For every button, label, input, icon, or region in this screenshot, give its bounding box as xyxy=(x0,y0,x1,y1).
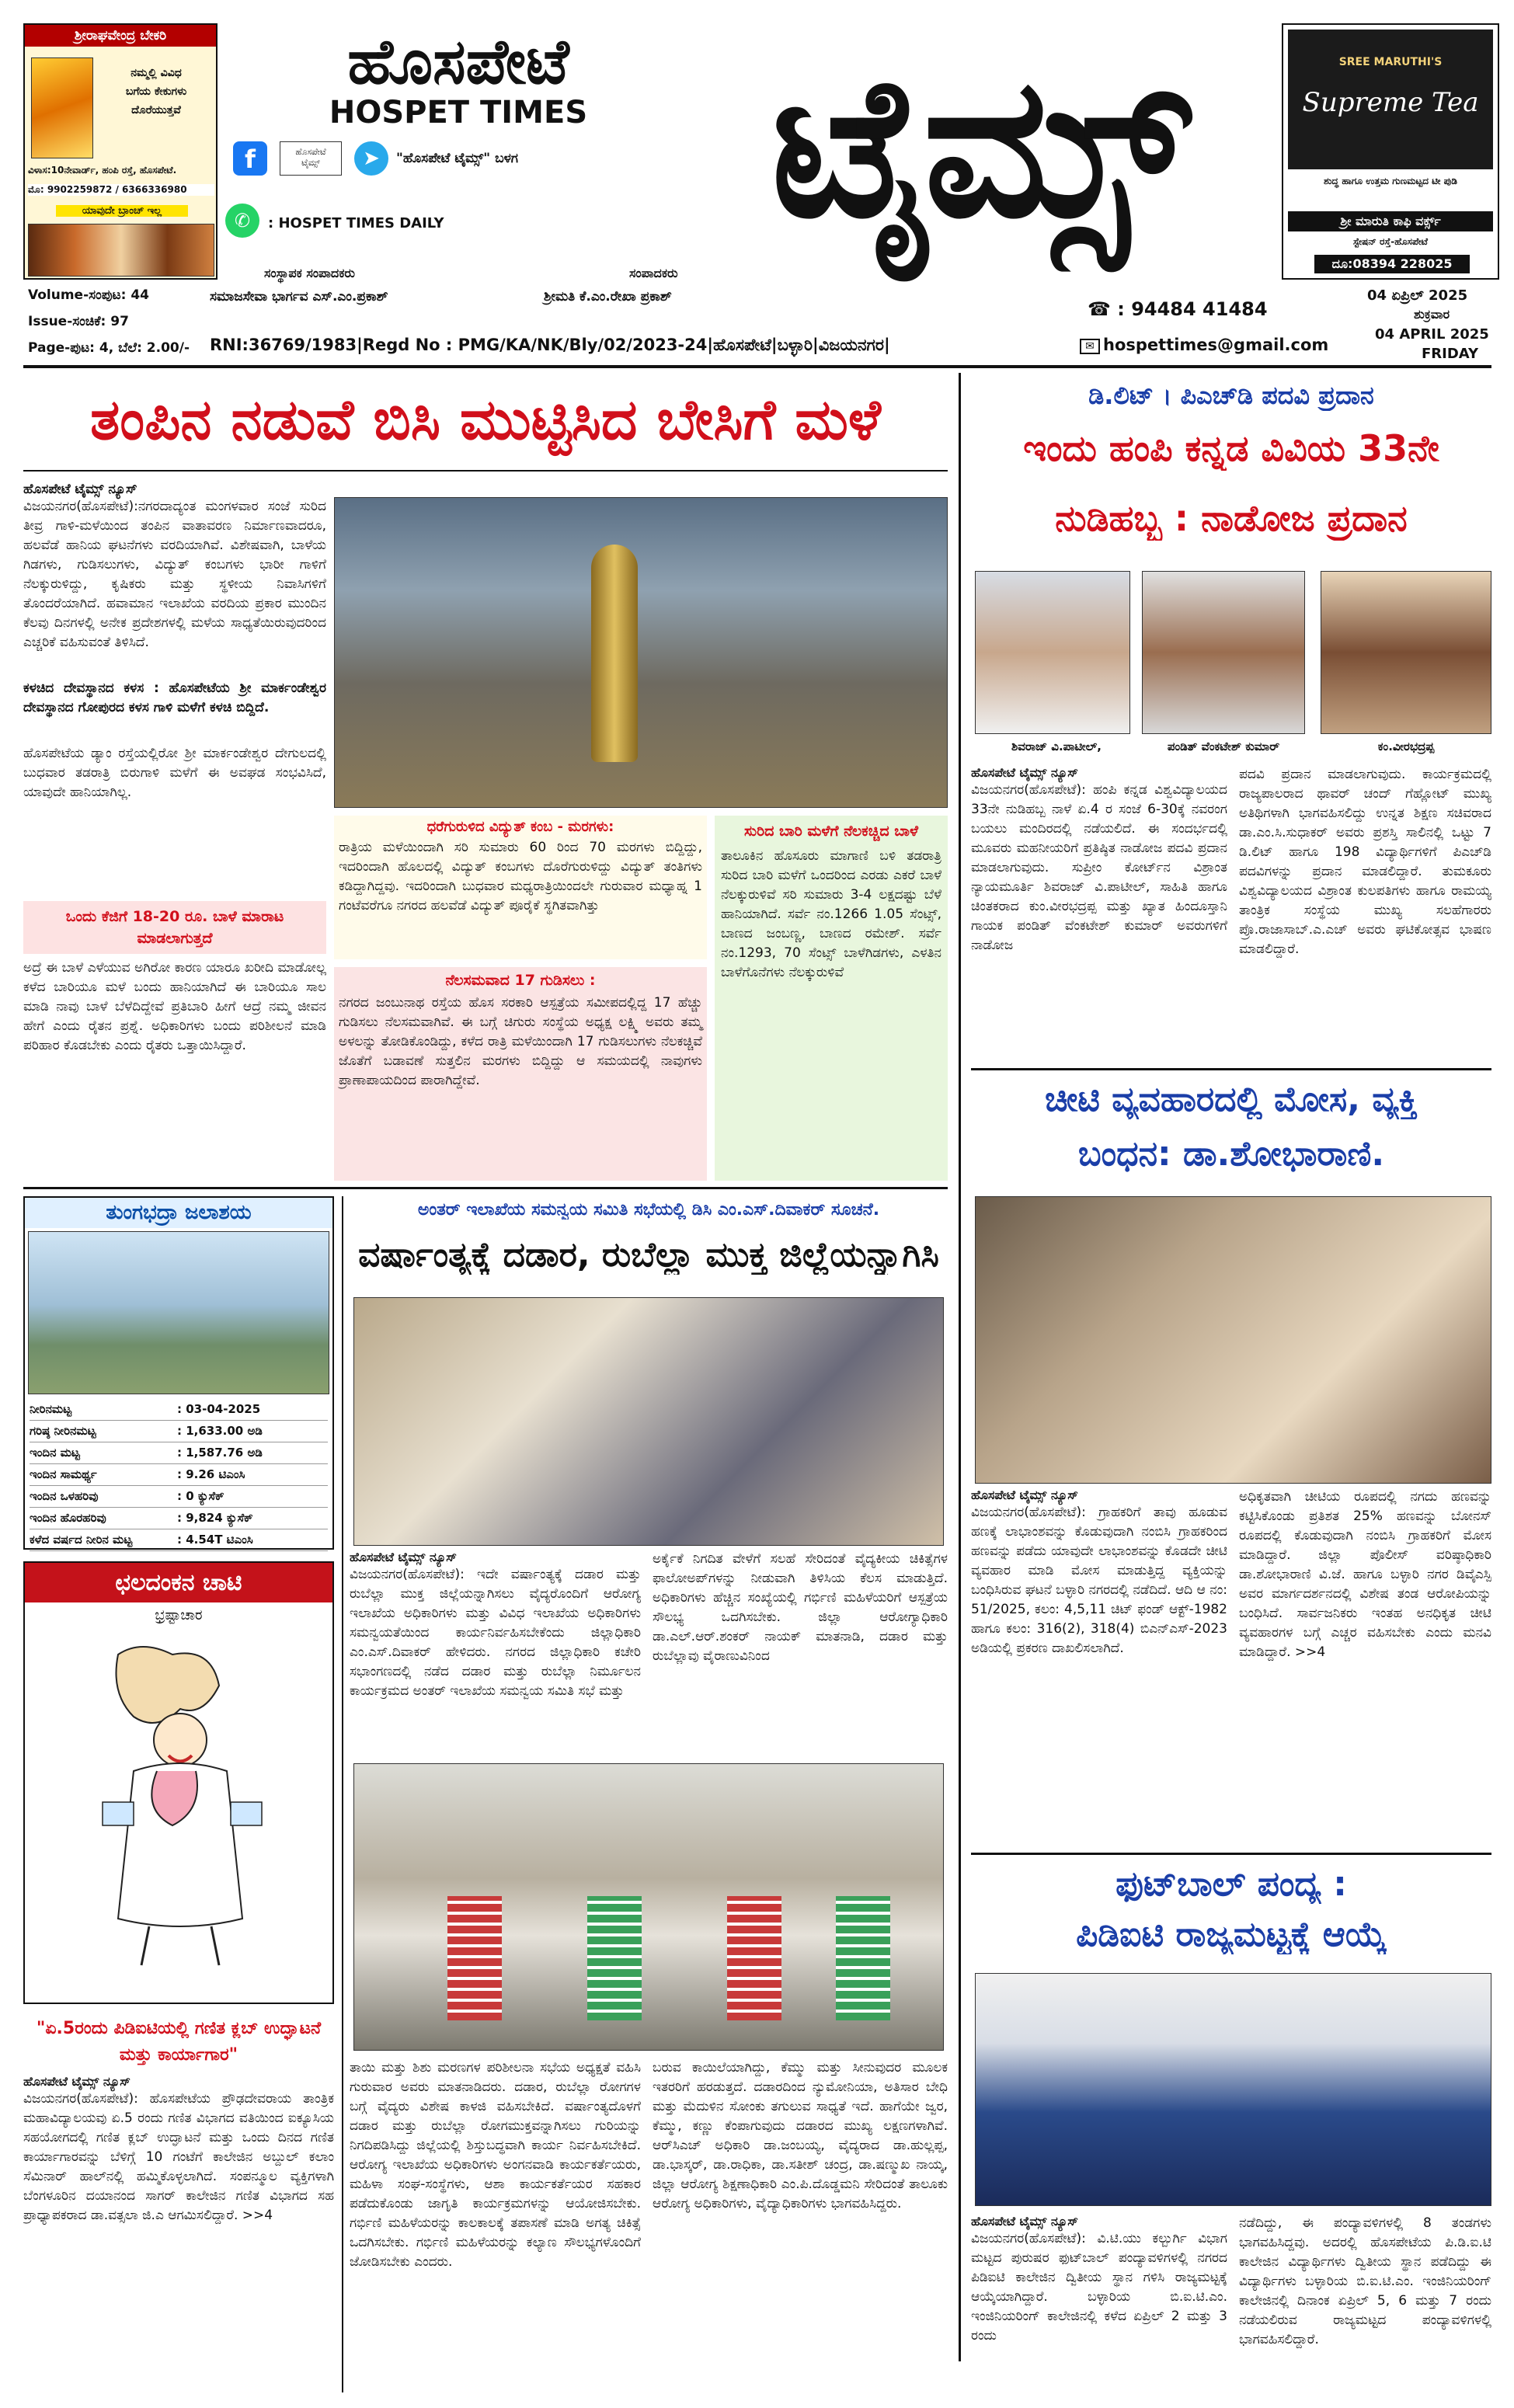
bakery-ad-title: ಶ್ರೀರಾಘವೇಂದ್ರ ಬೇಕರಿ xyxy=(25,25,216,47)
dam-level-value: : 1,587.76 ಅಡಿ xyxy=(177,1446,263,1460)
main-body: ವಿಜಯನಗರ(ಹೊಸಪೇಟೆ):ನಗರದಾದ್ಯಂತ ಮಂಗಳವಾರ ಸಂಜೆ ಸುರಿದ ತೀವ್ರ ಗಾಳಿ-ಮಳೆಯಿಂದ ತಂಪಿನ ವಾತಾವರಣ ನಿರ್ಮಾಣವಾದರೂ, ಹಲವೆಡೆ ಹಾನಿಯ ಘಟನೆಗಳು ವರದಿಯಾಗಿವೆ. ವಿಶೇಷವಾಗಿ, ಬಾಳೆಯ ಗಿಡಗಳು, ಗುಡಿಸಲುಗಳು, ವಿದ್ಯುತ್ ಕಂಬಗಳು ಭಾರೀ ಗಾಳಿಗೆ ನೆಲಕ್ಕುರುಳಿದ್ದು, ಕೃಷಿಕರು ಮತ್ತು ಸ್ಥಳೀಯ ನಿವಾಸಿಗಳಿಗೆ ತೊಂದರೆಯಾಗಿದೆ. ಹವಾಮಾನ ಇಲಾಖೆಯ ವರದಿಯ ಪ್ರಕಾರ ಮುಂದಿನ ಕೆಲವು ದಿನಗಳಲ್ಲಿ ಅನೇಕ ಪ್ರದೇಶಗಳಲ್ಲಿ ಮಳೆಯ ಸಾಧ್ಯತೆಯಿರುವುದರಿಂದ ಎಚ್ಚರಿಕೆ ವಹಿಸುವಂತೆ ತಿಳಿಸಿದೆ. xyxy=(23,499,326,650)
math-headline xyxy=(23,2016,334,2069)
chit-headline-1: ಚೀಟಿ ವ್ಯವಹಾರದಲ್ಲಿ ಮೋಸ, ವ್ಯಕ್ತಿ xyxy=(1045,1080,1418,1119)
caption-veerabhadrappa: ಕಂ.ವೀರಭದ್ರಪ್ಪ xyxy=(1377,739,1435,753)
main-headline: ತಂಪಿನ ನಡುವೆ ಬಿಸಿ ಮುಟ್ಟಿಸಿದ ಬೇಸಿಗೆ ಮಳೆ xyxy=(90,387,881,452)
dam-level-label: ಕಳೆದ ವರ್ಷದ ನೀರಿನ ಮಟ್ಟ xyxy=(30,1533,133,1547)
hampi-tag: ಡಿ.ಲಿಟ್ । ಪಿಎಚ್‌ಡಿ ಪದವಿ ಪ್ರದಾನ xyxy=(1088,381,1374,410)
tea-ad xyxy=(1282,23,1499,280)
bakery-logo-image xyxy=(31,57,93,158)
page-logo-icon: ಹೊಸಪೇಟೆ ಟೈಮ್ಸ್ xyxy=(280,141,342,176)
dam-level-value: : 1,633.00 ಅಡಿ xyxy=(177,1424,263,1438)
dam-level-row xyxy=(30,1486,328,1508)
cartoon-drawing xyxy=(25,1623,332,1981)
whatsapp-text: : HOSPET TIMES DAILY xyxy=(268,215,444,231)
dc-body-left-2: ತಾಯಿ ಮತ್ತು ಶಿಶು ಮರಣಗಳ ಪರಿಶೀಲನಾ ಸಭೆಯ ಅಧ್ಯಕ್ಷತೆ ವಹಿಸಿ ಗುರುವಾರ ಅವರು ಮಾತನಾಡಿದರು. ದಡಾರ, ರುಬೆಲ್ಲಾ ರೋಗಗಳ ಬಗ್ಗೆ ವೈದ್ಯರು ವಿಶೇಷ ಕಾಳಜಿ ವಹಿಸಬೇಕಿದೆ. ವರ್ಷಾಂತ್ಯದೊಳಗೆ ದಡಾರ ಮತ್ತು ರುಬೆಲ್ಲಾ ರೋಗಮುಕ್ತವನ್ನಾಗಿಸಲು ಗುರಿಯನ್ನು ನಿಗದಿಪಡಿಸಿದ್ದು ಜಿಲ್ಲೆಯಲ್ಲಿ ಶಿಸ್ತುಬದ್ಧವಾಗಿ ಕಾರ್ಯ ನಿರ್ವಹಿಸಬೇಕಿದೆ. ಆರೋಗ್ಯ ಇಲಾಖೆಯ ಅಧಿಕಾರಿಗಳು ಅಂಗನವಾಡಿ ಕಾರ್ಯಕರ್ತೆಯರು, ಮಹಿಳಾ ಸಂಘ-ಸಂಸ್ಥೆಗಳು, ಆಶಾ ಕಾರ್ಯಕರ್ತೆಯರ ಸಹಕಾರ ಪಡೆದುಕೊಂಡು ಜಾಗೃತಿ ಕಾರ್ಯಕ್ರಮಗಳನ್ನು ಆಯೋಜಿಸಬೇಕು. ಗರ್ಭಿಣಿ ಮಹಿಳೆಯರನ್ನು ಕಾಲಕಾಲಕ್ಕೆ ತಪಾಸಣೆ ಮಾಡಿ ಅಗತ್ಯ ಚಿಕಿತ್ಸೆ ಒದಗಿಸಬೇಕು. ಗರ್ಭಿಣಿ ಮಹಿಳೆಯರನ್ನು ಕಲ್ಯಾಣ ಸೌಲಭ್ಯಗಳೊಂದಿಗೆ ಜೋಡಿಸಬೇಕು ಎಂದರು. xyxy=(350,2060,641,2270)
math-headline-text: "ಏ.5ರಂದು ಪಿಡಿಐಟಿಯಲ್ಲಿ ಗಣಿತ ಕ್ಲಬ್ ಉದ್ಘಾಟನೆ ಮತ್ತು ಕಾರ್ಯಾಗಾರ" xyxy=(36,2019,322,2065)
power-box-body: ರಾತ್ರಿಯ ಮಳೆಯಿಂದಾಗಿ ಸರಿ ಸುಮಾರು 60 ರಿಂದ 70 ಮರಗಳು ಬಿದ್ದಿದ್ದು, ಇದರಿಂದಾಗಿ ಹೊಲದಲ್ಲಿ ವಿದ್ಯುತ್ ಕಂಬಗಳು ದೊರೆಗುರುಳಿದ್ದು ವಿದ್ಯುತ್ ತಂತಿಗಳು ಕಡಿದ್ದಾಗಿದ್ದವು. ಇದರಿಂದಾಗಿ ಬುಧವಾರ ಮಧ್ಯರಾತ್ರಿಯಿಂದಲೇ ಗುರುವಾರ ಮಧ್ಯಾಹ್ನ 1 ಗಂಟೆವರೆಗೂ ನಗರದ ಹಲವೆಡೆ ವಿದ್ಯುತ್ ಪೂರೈಕೆ ಸ್ಥಗಿತವಾಗಿತ್ತು xyxy=(339,840,702,913)
divider xyxy=(971,1853,1491,1855)
hampi-headline-2: ನುಡಿಹಬ್ಬ : ನಾಡೋಜ ಪ್ರದಾನ xyxy=(1055,497,1408,539)
dc-byline: ಹೊಸಪೇಟೆ ಟೈಮ್ಸ್ ನ್ಯೂಸ್ xyxy=(350,1550,457,1564)
portrait-veerabhadrappa xyxy=(1321,571,1491,734)
bakery-ad-line: ದೊರೆಯುತ್ತವೆ xyxy=(131,104,181,117)
bakery-ad-phone: ಮೊ: 9902259872 / 6366336980 xyxy=(28,184,214,196)
date-kannada: 04 ಏಪ್ರಿಲ್ 2025 xyxy=(1367,287,1468,304)
dam-photo xyxy=(28,1231,329,1394)
dc-body-right: ಅರ್ಕೈಕೆ ನಿಗದಿತ ವೇಳೆಗೆ ಸಲಹೆ ಸೇರಿದಂತೆ ವೈದ್ಯಕೀಯ ಚಿಕಿತ್ಸೆಗಳ ಫಾಲೋಅಪ್‌ಗಳನ್ನು ನೀಡುವಾಗಿ ತಿಳಿಸಿಯ ಕೆಲಸ ಮಾಡುತ್ತಿದೆ. ಅಧಿಕಾರಿಗಳು ಹೆಚ್ಚಿನ ಸಂಖ್ಯೆಯಲ್ಲಿ ಗರ್ಭಿಣಿ ಮಹಿಳೆಯರಿಗೆ ಆಸ್ಪತ್ರೆಯ ಸೌಲಭ್ಯ ಒದಗಿಸಬೇಕು. ಜಿಲ್ಲಾ ಆರೋಗ್ಯಾಧಿಕಾರಿ ಡಾ.ಎಲ್.ಆರ್.ಶಂಕರ್ ನಾಯಕ್ ಮಾತನಾಡಿ, ದಡಾರ ಮತ್ತು ರುಬೆಲ್ಲಾವು ವೈರಾಣುವಿನಿಂದ xyxy=(653,1551,948,1664)
dam-level-label: ಇಂದಿನ ಹೊರಹರಿವು xyxy=(30,1511,106,1525)
dam-level-value: : 9.26 ಟಿಎಂಸಿ xyxy=(177,1467,245,1481)
editor-name: ಶ್ರೀಮತಿ ಕೆ.ಎಂ.ರೇಖಾ ಪ್ರಕಾಶ್ xyxy=(544,289,672,304)
hampi-body-left: ವಿಜಯನಗರ(ಹೊಸಪೇಟೆ): ಹಂಪಿ ಕನ್ನಡ ವಿಶ್ವವಿದ್ಯಾಲಯದ 33ನೇ ನುಡಿಹಬ್ಬ ನಾಳೆ ಏ.4 ರ ಸಂಜೆ 6-30ಕ್ಕೆ ನವರಂಗ ಬಯಲು ಮಂದಿರದಲ್ಲಿ ನಡೆಯಲಿದೆ. ಈ ಸಂದರ್ಭದಲ್ಲಿ ಮೂವರು ಮಹನೀಯರಿಗೆ ಪ್ರತಿಷ್ಠಿತ ನಾಡೋಜ ಪದವಿ ಪ್ರದಾನ ಮಾಡಲಾಗುವುದು. ಸುಪ್ರೀಂ ಕೋರ್ಟ್‌ನ ವಿಶ್ರಾಂತ ನ್ಯಾಯಮೂರ್ತಿ ಶಿವರಾಜ್ ವಿ.ಪಾಟೀಲ್, ಸಾಹಿತಿ ಹಾಗೂ ಚಿಂತಕರಾದ ಕುಂ.ವೀರಭದ್ರಪ್ಪ ಮತ್ತು ಖ್ಯಾತ ಹಿಂದೂಸ್ತಾನಿ ಗಾಯಕ ಪಂಡಿತ್ ವೆಂಕಟೇಶ್ ಕುಮಾರ್ ಅವರುಗಳಿಗೆ ನಾಡೋಜ xyxy=(971,782,1227,953)
divider xyxy=(971,1068,1491,1070)
column-divider xyxy=(959,373,961,2361)
cartoon-box xyxy=(23,1561,334,2004)
dam-level-label: ಗರಿಷ್ಠ ನೀರಿನಮಟ್ಟ xyxy=(30,1424,96,1438)
founder-label: ಸಂಸ್ಥಾಪಕ ಸಂಪಾದಕರು xyxy=(264,266,355,280)
email-address[interactable]: hospettimes@gmail.com xyxy=(1103,336,1329,354)
dam-level-row xyxy=(30,1399,328,1421)
banana-box xyxy=(23,901,326,1181)
main-byline: ಹೊಸಪೇಟೆ ಟೈಮ್ಸ್ ನ್ಯೂಸ್ xyxy=(23,482,137,497)
fall-box-title: ಸುರಿದ ಬಾರಿ ಮಳೆಗೆ ನೆಲಕಚ್ಚಿದ ಬಾಳೆ xyxy=(743,823,919,840)
math-byline: ಹೊಸಪೇಟೆ ಟೈಮ್ಸ್ ನ್ಯೂಸ್ xyxy=(23,2074,131,2089)
banana-box-body: ಅದ್ರೆ ಈ ಬಾಳೆ ಎಳೆಯುವ ಅಗಿರೋ ಕಾರಣ ಯಾರೂ ಖರೀದಿ ಮಾಡೋಲ್ಲ ಕಳೆದ ಬಾರಿಯೂ ಮಳೆ ಬಂದು ಹಾನಿಯಾಗಿದೆ ಈ ಬಾರಿಯೂ ಸಾಲ ಮಾಡಿ ನಾವು ಬಾಳೆ ಬೆಳೆದಿದ್ದೇವೆ ಪ್ರತಿಬಾರಿ ಹೀಗೆ ಆದ್ರೆ ನಮ್ಮ ಜೀವನ ಹೇಗೆ ಎಂದು ರೈತನ ಪ್ರಶ್ನೆ. ಅಧಿಕಾರಿಗಳು ಬಂದು ಪರಿಶೀಲನೆ ಮಾಡಿ ಪರಿಹಾರ ಕೊಡಬೇಕು ಎಂದು ರೈತರು ಒತ್ತಾಯಿಸಿದ್ದಾರೆ. xyxy=(23,960,326,1053)
hampi-byline: ಹೊಸಪೇಟೆ ಟೈಮ್ಸ್ ನ್ಯೂಸ್ xyxy=(971,765,1078,780)
dam-level-label: ಇಂದಿನ ಮಟ್ಟ xyxy=(30,1446,80,1460)
dam-level-row xyxy=(30,1442,328,1464)
hampi-headline-1: ಇಂದು ಹಂಪಿ ಕನ್ನಡ ವಿವಿಯ 33ನೇ xyxy=(1023,427,1439,469)
dam-level-label: ಇಂದಿನ ಸಾಮರ್ಥ್ಯ xyxy=(30,1467,97,1481)
temple-kalasha-photo xyxy=(334,497,948,808)
pages-price-label: Page-ಪುಟ: 4, ಬೆಲೆ: 2.00/- xyxy=(28,340,190,356)
tea-ad-address: ಸ್ಟೇಷನ್ ರಸ್ತೆ-ಹೊಸಪೇಟೆ xyxy=(1352,236,1429,247)
power-box-title: ಧರೆಗುರುಳಿದ ವಿದ್ಯುತ್ ಕಂಬ - ಮರಗಳು: xyxy=(426,819,614,835)
dc-body-right-2: ಬರುವ ಕಾಯಿಲೆಯಾಗಿದ್ದು, ಕೆಮ್ಮು ಮತ್ತು ಸೀನುವುದರ ಮೂಲಕ ಇತರರಿಗೆ ಹರಡುತ್ತದೆ. ದಡಾರದಿಂದ ನ್ಯುಮೋನಿಯಾ, ಅತಿಸಾರ ಬೇಧಿ ಮತ್ತು ಮೆದುಳಿನ ಸೋಂಕು ತಗುಲುವ ಸಾಧ್ಯತೆ ಇದೆ. ಹಾಗೆಯೇ ಜ್ವರ, ಕೆಮ್ಮು, ಕಣ್ಣು ಕೆಂಪಾಗುವುದು ದಡಾರದ ಮುಖ್ಯ ಲಕ್ಷಣಗಳಾಗಿವೆ. ಆರ್‌ಸಿಎಚ್ ಅಧಿಕಾರಿ ಡಾ.ಜಂಬಯ್ಯ, ವೈದ್ಯರಾದ ಡಾ.ಹುಲ್ಲಪ್ಪ, ಡಾ.ಭಾಸ್ಕರ್, ಡಾ.ರಾಧಿಕಾ, ಡಾ.ಸತೀಶ್ ಚಂದ್ರ, ಡಾ.ಷಣ್ಮುಖ ನಾಯ್ಕ, ಜಿಲ್ಲಾ ಆರೋಗ್ಯ ಶಿಕ್ಷಣಾಧಿಕಾರಿ ಎಂ.ಪಿ.ದೊಡ್ಡಮನಿ ಸೇರಿದಂತೆ ತಾಲೂಕು ಆರೋಗ್ಯ ಅಧಿಕಾರಿಗಳು, ವೈದ್ಯಾಧಿಕಾರಿಗಳು ಭಾಗವಹಿಸಿದ್ದರು. xyxy=(653,2060,948,2211)
tea-ad-product: Supreme Tea xyxy=(1302,87,1479,118)
football-body-left: ವಿಜಯನಗರ(ಹೊಸಪೇಟೆ): ವಿ.ಟಿ.ಯು ಕಲ್ಬುರ್ಗಿ ವಿಭಾಗ ಮಟ್ಟದ ಪುರುಷರ ಫುಟ್‌ಬಾಲ್ ಪಂದ್ಯಾವಳಿಗಳಲ್ಲಿ ನಗರದ ಪಿಡಿಐಟಿ ಕಾಲೇಜಿನ ದ್ವಿತೀಯ ಸ್ಥಾನ ಗಳಿಸಿ ರಾಜ್ಯಮಟ್ಟಕ್ಕೆ ಆಯ್ಕೆಯಾಗಿದ್ದಾರೆ. ಬಳ್ಳಾರಿಯ ಬಿ.ಐ.ಟಿ.ಎಂ. ಇಂಜಿನಿಯರಿಂಗ್ ಕಾಲೇಜಿನಲ್ಲಿ ಕಳೆದ ಏಪ್ರಿಲ್ 2 ಮತ್ತು 3 ರಂದು xyxy=(971,2231,1227,2344)
dam-level-row xyxy=(30,1529,328,1551)
portrait-shivaraj xyxy=(975,571,1130,734)
bakery-ad-address: ವಿಳಾಸ:10ನೇವಾರ್ಡ್, ಹಂಪಿ ರಸ್ತೆ, ಹೊಸಪೇಟೆ. xyxy=(28,165,177,176)
column-divider xyxy=(342,1196,343,2392)
chit-body-right: ಅಧಿಕೃತವಾಗಿ ಚೀಟಿಯ ರೂಪದಲ್ಲಿ ನಗದು ಹಣವನ್ನು ಕಟ್ಟಿಸಿಕೊಂಡು ಪ್ರತಿಶತ 25% ಹಣವನ್ನು ಬೋನಸ್ ರೂಪದಲ್ಲಿ ಕೊಡುವುದಾಗಿ ನಂಬಿಸಿ ಗ್ರಾಹಕರಿಗೆ ಮೋಸ ಮಾಡಿದ್ದಾರೆ. ಜಿಲ್ಲಾ ಪೊಲೀಸ್ ವರಿಷ್ಠಾಧಿಕಾರಿ ಡಾ.ಶೋಭಾರಾಣಿ ವಿ.ಜೆ. ಹಾಗೂ ಬಳ್ಳಾರಿ ನಗರ ಡಿವೈಎಸ್ಪಿ ಅವರ ಮಾರ್ಗದರ್ಶನದಲ್ಲಿ ವಿಶೇಷ ತಂಡ ಆರೋಪಿಯನ್ನು ಬಂಧಿಸಿದೆ. ಸಾರ್ವಜನಿಕರು ಇಂತಹ ಅನಧಿಕೃತ ಚೀಟಿ ವ್ಯವಹಾರಗಳ ಬಗ್ಗೆ ಎಚ್ಚರ ವಹಿಸಬೇಕು ಎಂದು ಮನವಿ ಮಾಡಿದ್ದಾರೆ. >>4 xyxy=(1239,1489,1491,1660)
dam-level-label: ನೀರಿನಮಟ್ಟ xyxy=(30,1402,72,1416)
fall-box xyxy=(715,816,948,1181)
telegram-icon: ➤ xyxy=(354,141,388,176)
dc-kicker: ಅಂತರ್ ಇಲಾಖೆಯ ಸಮನ್ವಯ ಸಮಿತಿ ಸಭೆಯಲ್ಲಿ ಡಿಸಿ ಎಂ.ಎಸ್.ದಿವಾಕರ್ ಸೂಚನೆ. xyxy=(417,1200,880,1220)
caption-venkatesh: ಪಂಡಿತ್ ವೆಂಕಟೇಶ್ ಕುಮಾರ್ xyxy=(1167,739,1280,753)
tea-ad-shop: ಶ್ರೀ ಮಾರುತಿ ಕಾಫಿ ವರ್ಕ್ಸ್ xyxy=(1288,211,1493,231)
chit-byline: ಹೊಸಪೇಟೆ ಟೈಮ್ಸ್ ನ್ಯೂಸ್ xyxy=(971,1488,1078,1502)
chit-headline-2: ಬಂಧನ: ಡಾ.ಶೋಭಾರಾಣಿ. xyxy=(1077,1134,1385,1174)
issue-label: Issue-ಸಂಚಿಕೆ: 97 xyxy=(28,314,129,329)
tea-ad-phone: ದೂ:08394 228025 xyxy=(1314,255,1470,273)
email-icon: ✉ xyxy=(1080,339,1100,354)
dam-level-row xyxy=(30,1421,328,1442)
football-headline-2: ಪಿಡಿಐಟಿ ರಾಜ್ಯಮಟ್ಟಕ್ಕೆ ಆಯ್ಕೆ xyxy=(1076,1915,1387,1954)
dc-body-left: ವಿಜಯನಗರ(ಹೊಸಪೇಟೆ): ಇದೇ ವರ್ಷಾಂತ್ಯಕ್ಕೆ ದಡಾರ ಮತ್ತು ರುಬೆಲ್ಲಾ ಮುಕ್ತ ಜಿಲ್ಲೆಯನ್ನಾಗಿಸಲು ವೈದ್ಯರೊಂದಿಗೆ ಆರೋಗ್ಯ ಇಲಾಖೆಯ ಅಧಿಕಾರಿಗಳು ಮತ್ತು ವಿವಿಧ ಇಲಾಖೆಯ ಅಧಿಕಾರಿಗಳು ಸಮನ್ವಯತೆಯಿಂದ ಕಾರ್ಯನಿರ್ವಹಿಸಬೇಕೆಂದು ಜಿಲ್ಲಾಧಿಕಾರಿ ಎಂ.ಎಸ್.ದಿವಾಕರ್ ಹೇಳಿದರು. ನಗರದ ಜಿಲ್ಲಾಧಿಕಾರಿ ಕಚೇರಿ ಸಭಾಂಗಣದಲ್ಲಿ ನಡೆದ ದಡಾರ ಮತ್ತು ರುಬೆಲ್ಲಾ ನಿರ್ಮೂಲನ ಕಾರ್ಯಕ್ರಮದ ಅಂತರ್ ಇಲಾಖೆಯ ಸಮನ್ವಯ ಸಮಿತಿ ಸಭೆ ಮತ್ತು xyxy=(350,1567,641,1699)
date-english: 04 APRIL 2025 xyxy=(1375,326,1489,343)
dam-level-row xyxy=(30,1464,328,1486)
facebook-icon: f xyxy=(233,141,267,176)
masthead-divider xyxy=(23,365,1491,368)
dam-level-value: : 03-04-2025 xyxy=(177,1402,261,1416)
phone-number: ☎ : 94484 41484 xyxy=(1088,298,1268,320)
tb-dam-box xyxy=(23,1196,334,1550)
bakery-ad-footer: ಯಾವುದೇ ಬ್ರಾಂಚ್ ಇಲ್ಲ xyxy=(56,205,188,217)
tb-dam-title: ತುಂಗಭದ್ರಾ ಜಲಾಶಯ xyxy=(25,1198,332,1228)
huts-box-body: ನಗರದ ಜಂಬುನಾಥ ರಸ್ತೆಯ ಹೊಸ ಸರಕಾರಿ ಆಸ್ಪತ್ರೆಯ ಸಮೀಪದಲ್ಲಿದ್ದ 17 ಹೆಚ್ಚು ಗುಡಿಸಲು ನೆಲಸಮವಾಗಿವೆ. ಈ ಬಗ್ಗೆ ಚಿಗುರು ಸಂಸ್ಥೆಯ ಅಧ್ಯಕ್ಷ ಲಕ್ಷ್ಮಿ ಅವರು ತಮ್ಮ ಅಳಲನ್ನು ತೋಡಿಕೊಂಡಿದ್ದು, ಕಳೆದ ರಾತ್ರಿ ಮಳೆಯಿಂದಾಗಿ 17 ಗುಡಿಸಲುಗಳು ನೆಲಕಚ್ಚಿವೆ ಜೊತೆಗೆ ಬಡಾವಣೆ ಸುತ್ತಲಿನ ಮರಗಳು ಬಿದ್ದಿದ್ದು ಆ ಸಮಯದಲ್ಲಿ ನಾವುಗಳು ಪ್ರಾಣಾಪಾಯದಿಂದ ಪಾರಾಗಿದ್ದೇವೆ. xyxy=(339,995,702,1088)
hampi-body-right: ಪದವಿ ಪ್ರದಾನ ಮಾಡಲಾಗುವುದು. ಕಾರ್ಯಕ್ರಮದಲ್ಲಿ ರಾಜ್ಯಪಾಲರಾದ ಥಾವರ್ ಚಂದ್ ಗೆಹ್ಲೋಟ್ ಮುಖ್ಯ ಅತಿಥಿಗಳಾಗಿ ಭಾಗವಹಿಸಲಿದ್ದು ಉನ್ನತ ಶಿಕ್ಷಣ ಸಚಿವರಾದ ಡಾ.ಎಂ.ಸಿ.ಸುಧಾಕರ್ ಅವರು ಪ್ರಶಸ್ತಿ ಸಾಲಿನಲ್ಲಿ ಒಟ್ಟು 7 ಡಿ.ಲಿಟ್ ಹಾಗೂ 198 ವಿದ್ಯಾರ್ಥಿಗಳಿಗೆ ಪಿಎಚ್‌ಡಿ ಪದವಿಗಳನ್ನು ಪ್ರದಾನ ಮಾಡಲಿದ್ದಾರೆ. ತುಮಕೂರು ವಿಶ್ವವಿದ್ಯಾಲಯದ ವಿಶ್ರಾಂತ ಕುಲಪತಿಗಳು ಹಾಗೂ ರಾಮಯ್ಯ ತಾಂತ್ರಿಕ ಸಂಸ್ಥೆಯ ಮುಖ್ಯ ಸಲಹೆಗಾರರು ಪ್ರೊ.ರಾಜಾಸಾಬ್.ಎ.ಎಚ್ ಅವರು ಘಟಿಕೋತ್ಸವ ಭಾಷಣ ಮಾಡಲಿದ್ದಾರೆ. xyxy=(1239,767,1491,957)
huts-box xyxy=(334,967,707,1181)
fall-box-body: ತಾಲೂಕಿನ ಹೊಸೂರು ಮಾಗಾಣಿ ಬಳಿ ತಡರಾತ್ರಿ ಸುರಿದ ಬಾರಿ ಮಳೆಗೆ ಒಂದರಿಂದ ಎರಡು ಎಕರೆ ಬಾಳೆ ನೆಲಕ್ಕುರುಳಿವೆ ಸರಿ ಸುಮಾರು 3-4 ಲಕ್ಷದಷ್ಟು ಬೆಳೆ ಹಾನಿಯಾಗಿದೆ. ಸರ್ವೆ ನಂ.1266 1.05 ಸೆಂಟ್ಸ್, ಬಾಣದ ಜಂಬಣ್ಣ, ಬಾಣದ ರಮೇಶ್. ಸರ್ವೆ ನಂ.1293, 70 ಸೆಂಟ್ಸ್ ಬಾಳೆಗಿಡಗಳು, ಎಳತಿನ ಬಾಳೆಗೊನೆಗಳು ನೆಲಕ್ಕುರುಳಿವೆ xyxy=(721,848,941,980)
dam-level-table xyxy=(25,1397,332,1553)
chit-arrest-photo xyxy=(975,1196,1491,1484)
power-box xyxy=(334,816,707,959)
chit-body-left: ವಿಜಯನಗರ(ಹೊಸಪೇಟೆ): ಗ್ರಾಹಕರಿಗೆ ತಾವು ಹೂಡುವ ಹಣಕ್ಕೆ ಲಾಭಾಂಶವನ್ನು ಕೊಡುವುದಾಗಿ ನಂಬಿಸಿ ಗ್ರಾಹಕರಿಂದ ಹಣವನ್ನು ಪಡೆದು ಯಾವುದೇ ಲಾಭಾಂಶವನ್ನು ಕೊಡದೇ ಚೀಟಿ ವ್ಯವಹಾರ ಮಾಡಿ ಮೋಸ ಮಾಡುತ್ತಿದ್ದ ವ್ಯಕ್ತಿಯನ್ನು ಬಂಧಿಸಿರುವ ಘಟನೆ ಬಳ್ಳಾರಿ ನಗರದಲ್ಲಿ ನಡೆದಿದೆ. ಆದಿ ಆ ನಂ: 51/2025, ಕಲಂ: 4,5,11 ಚಿಟ್ ಫಂಡ್ ಆಕ್ಟ್-1982 ಹಾಗೂ ಕಲಂ: 316(2), 318(4) ಬಿಎನ್‌ಎಸ್-2023 ಅಡಿಯಲ್ಲಿ ಪ್ರಕರಣ ದಾಖಲಿಸಲಾಗಿದೆ. xyxy=(971,1505,1227,1656)
football-byline: ಹೊಸಪೇಟೆ ಟೈಮ್ಸ್ ನ್ಯೂಸ್ xyxy=(971,2214,1078,2229)
football-body-right: ನಡೆದಿದ್ದು, ಈ ಪಂದ್ಯಾವಳಿಗಳಲ್ಲಿ 8 ತಂಡಗಳು ಭಾಗವಹಿಸಿದ್ದವು. ಅದರಲ್ಲಿ ಹೊಸಪೇಟೆಯ ಪಿ.ಡಿ.ಐ.ಟಿ ಕಾಲೇಜಿನ ವಿದ್ಯಾರ್ಥಿಗಳು ದ್ವಿತೀಯ ಸ್ಥಾನ ಪಡೆದಿದ್ದು ಈ ವಿದ್ಯಾರ್ಥಿಗಳು ಬಳ್ಳಾರಿಯ ಬಿ.ಐ.ಟಿ.ಎಂ. ಇಂಜಿನಿಯರಿಂಗ್ ಕಾಲೇಜಿನಲ್ಲಿ ದಿನಾಂಕ ಏಪ್ರಿಲ್ 5, 6 ಮತ್ತು 7 ರಂದು ನಡೆಯಲಿರುವ ರಾಜ್ಯಮಟ್ಟದ ಪಂದ್ಯಾವಳಿಗಳಲ್ಲಿ ಭಾಗವಹಿಸಲಿದ್ದಾರೆ. xyxy=(1239,2215,1491,2347)
whatsapp-icon: ✆ xyxy=(225,204,259,238)
bakery-ad xyxy=(23,23,218,280)
title-kannada-large: ಟೈಮ್ಸ್ xyxy=(771,34,1187,260)
dc-headline: ವರ್ಷಾಂತ್ಯಕ್ಕೆ ದಡಾರ, ರುಬೆಲ್ಲಾ ಮುಕ್ತ ಜಿಲ್ಲೆಯನ್ನಾಗಿಸಿ xyxy=(358,1235,939,1275)
divider xyxy=(23,1187,948,1189)
main-subhead: ಕಳಚಿದ ದೇವಸ್ಥಾನದ ಕಳಸ : ಹೊಸಪೇಟೆಯ ಶ್ರೀ ಮಾರ್ಕಂಡೇಶ್ವರ ದೇವಸ್ಥಾನದ ಗೋಪುರದ ಕಳಸ ಗಾಳಿ ಮಳೆಗೆ ಕಳಚಿ ಬಿದ್ದಿದೆ. xyxy=(23,680,326,715)
football-headline-1: ಫುಟ್‌ಬಾಲ್ ಪಂದ್ಯ : xyxy=(1115,1864,1347,1904)
dam-level-value: : 9,824 ಕ್ಯುಸೆಕ್ xyxy=(177,1511,253,1525)
bakery-ad-line: ನಮ್ಮಲ್ಲಿ ವಿವಿಧ xyxy=(131,67,182,79)
bakery-ad-line: ಬಗೆಯ ಕೇಕುಗಳು xyxy=(125,85,187,98)
huts-box-title: ನೆಲಸಮವಾದ 17 ಗುಡಿಸಲು : xyxy=(445,972,596,989)
dam-level-value: : 4.54T ಟಿಎಂಸಿ xyxy=(177,1533,253,1547)
main-body-continued: ಹೊಸಪೇಟೆಯ ಡ್ಯಾಂ ರಸ್ತೆಯಲ್ಲಿರೋ ಶ್ರೀ ಮಾರ್ಕಂಡೇಶ್ವರ ದೇಗುಲದಲ್ಲಿ ಬುಧವಾರ ತಡರಾತ್ರಿ ಬಿರುಗಾಳಿ ಮಳೆಗೆ ಈ ಅವಘಡ ಸಂಭವಿಸಿದೆ, ಯಾವುದೇ ಹಾನಿಯಾಗಿಲ್ಲ. xyxy=(23,746,326,800)
banana-box-title: ಒಂದು ಕೆಜಿಗೆ 18-20 ರೂ. ಬಾಳೆ ಮಾರಾಟ ಮಾಡಲಾಗುತ್ತದೆ xyxy=(23,901,326,954)
cakes-image xyxy=(28,224,214,277)
registration-line: RNI:36769/1983|Regd No : PMG/KA/NK/Bly/02/2023-24|ಹೊಸಪೇಟೆ|ಬಳ್ಳಾರಿ|ವಿಜಯನಗರ| xyxy=(210,336,890,354)
facebook-group-text: "ಹೊಸಪೇಟೆ ಟೈಮ್ಸ್" ಬಳಗ xyxy=(396,151,518,166)
dc-poster-release-photo xyxy=(353,1763,944,2051)
dam-level-row xyxy=(30,1508,328,1529)
dam-level-value: : 0 ಕ್ಯುಸೆಕ್ xyxy=(177,1489,224,1503)
founder-name: ಸಮಾಜಸೇವಾ ಭಾರ್ಗವ ಎಸ್.ಎಂ.ಪ್ರಕಾಶ್ xyxy=(210,289,388,304)
cartoon-title: ಛಲದಂಕನ ಚಾಟಿ xyxy=(25,1563,332,1602)
day-english: FRIDAY xyxy=(1422,346,1479,362)
editor-label: ಸಂಪಾದಕರು xyxy=(629,266,678,280)
caption-shivaraj: ಶಿವರಾಜ್ ವಿ.ಪಾಟೀಲ್, xyxy=(1011,739,1102,753)
day-kannada: ಶುಕ್ರವಾರ xyxy=(1414,307,1450,322)
tea-ad-brand: SREE MARUTHI'S xyxy=(1338,56,1443,68)
title-english: HOSPET TIMES xyxy=(329,95,588,130)
divider xyxy=(23,470,948,472)
title-kannada-small: ಹೊಸಪೇಟೆ xyxy=(347,26,569,98)
volume-label: Volume-ಸಂಪುಟ: 44 xyxy=(28,287,150,303)
tea-ad-desc: ಶುದ್ಧ ಹಾಗೂ ಉತ್ತಮ ಗುಣಮಟ್ಟದ ಟೀ ಪುಡಿ xyxy=(1324,176,1457,186)
cartoon-caption: ಭ್ರಷ್ಟಾಚಾರ xyxy=(155,1607,203,1623)
portrait-venkatesh xyxy=(1142,571,1305,734)
math-body: ವಿಜಯನಗರ(ಹೊಸಪೇಟೆ): ಹೊಸಪೇಟೆಯ ಪ್ರೌಢದೇವರಾಯ ತಾಂತ್ರಿಕ ಮಹಾವಿದ್ಯಾಲಯವು ಏ.5 ರಂದು ಗಣಿತ ವಿಭಾಗದ ವತಿಯಿಂದ ಐಕ್ಯೂಸಿಯ ಸಹಯೋಗದಲ್ಲಿ ಗಣಿತ ಕ್ಲಬ್ ಉದ್ಘಾಟನೆ ಮತ್ತು ಒಂದು ದಿನದ ಗಣಿತ ಕಾರ್ಯಾಗಾರವನ್ನು ಬೆಳಿಗ್ಗೆ 10 ಗಂಟೆಗೆ ಕಾಲೇಜಿನ ಅಬ್ದುಲ್ ಕಲಾಂ ಸೆಮಿನಾರ್ ಹಾಲ್‌ನಲ್ಲಿ ಹಮ್ಮಿಕೊಳ್ಳಲಾಗಿದೆ. ಸಂಪನ್ಮೂಲ ವ್ಯಕ್ತಿಗಳಾಗಿ ಬೆಂಗಳೂರಿನ ದಯಾನಂದ ಸಾಗರ್ ಕಾಲೇಜಿನ ಗಣಿತ ವಿಭಾಗದ ಸಹ ಪ್ರಾಧ್ಯಾಪಕರಾದ ಡಾ.ವತ್ಸಲಾ ಜಿ.ಎ ಆಗಮಿಸಲಿದ್ದಾರೆ. >>4 xyxy=(23,2091,334,2223)
dam-level-label: ಇಂದಿನ ಒಳಹರಿವು xyxy=(30,1489,99,1503)
dc-meeting-photo xyxy=(353,1297,944,1546)
masthead xyxy=(0,0,1514,326)
football-team-photo xyxy=(975,1973,1491,2206)
